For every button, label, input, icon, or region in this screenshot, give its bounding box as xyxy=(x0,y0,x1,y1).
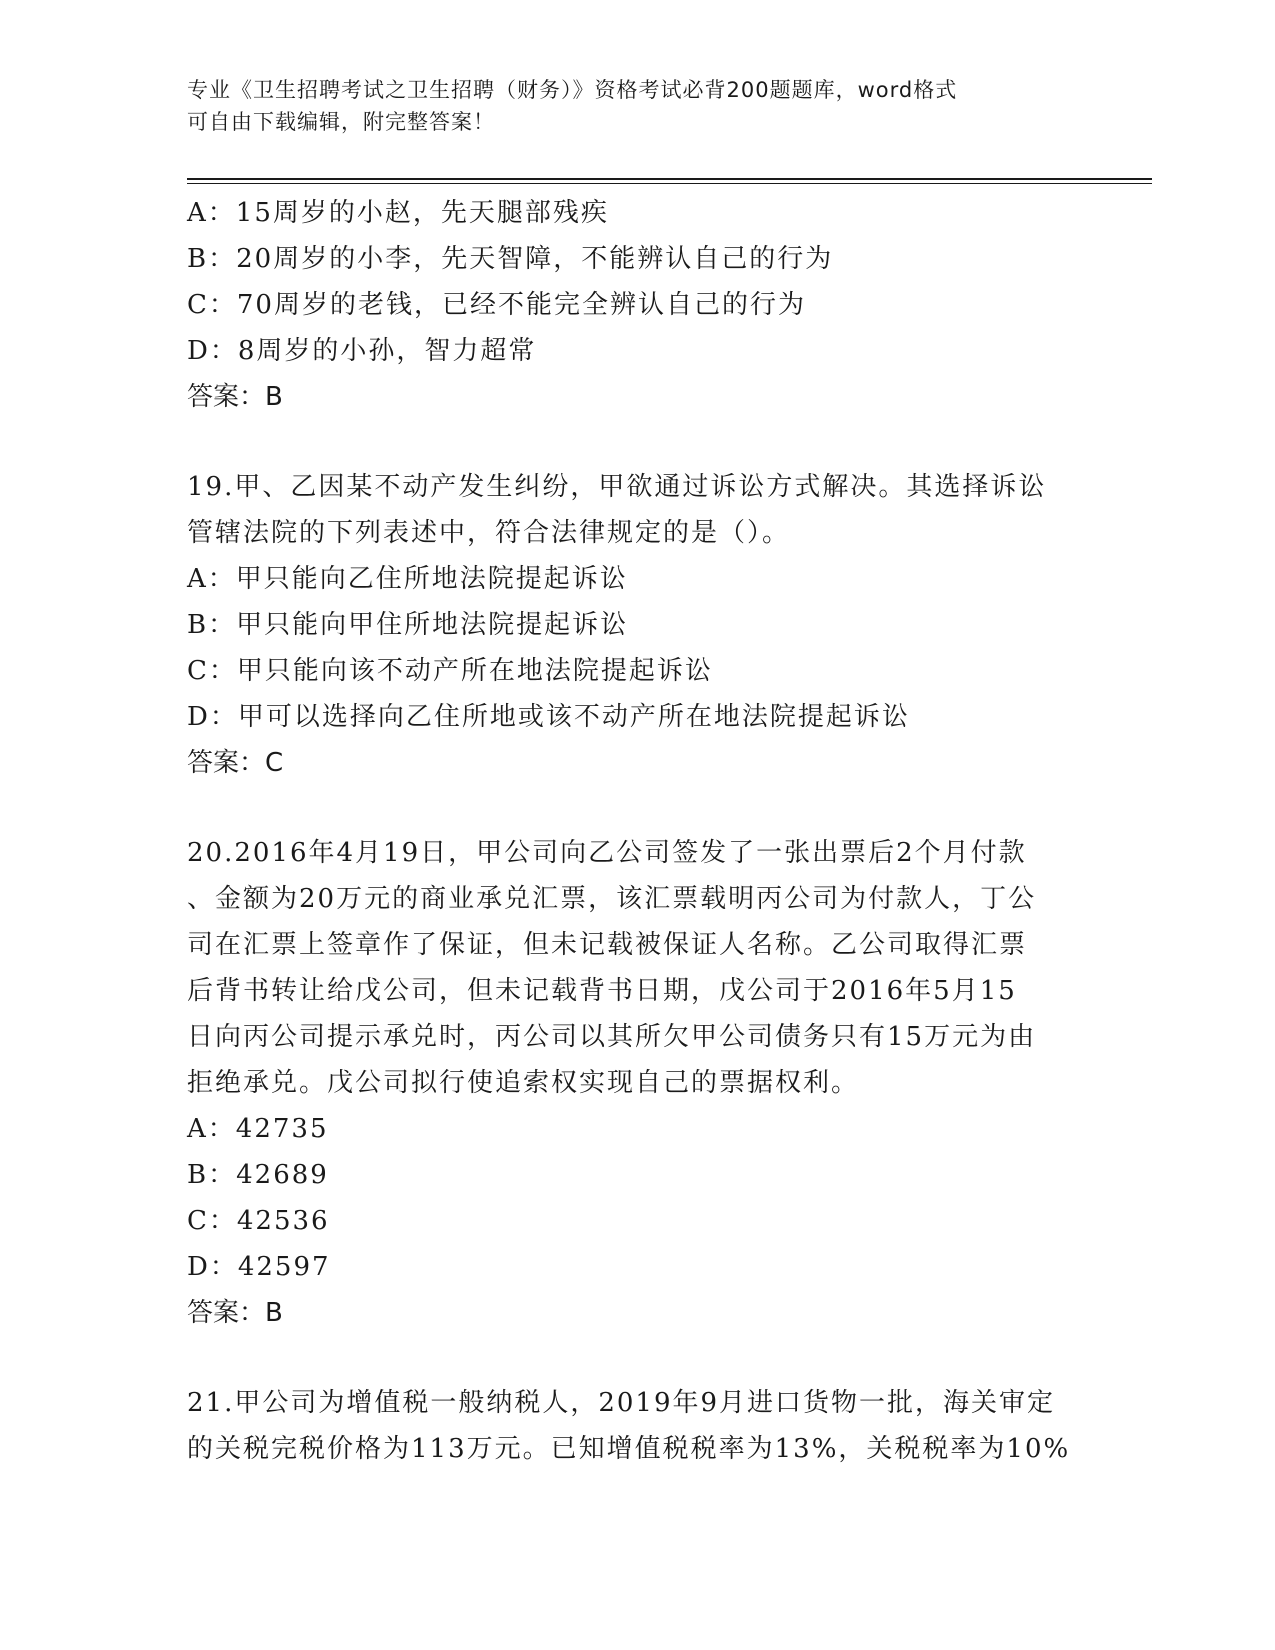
header-rule-thin xyxy=(187,183,1152,184)
stem-line: 20.2016年4月19日，甲公司向乙公司签发了一张出票后2个月付款 xyxy=(187,838,1027,868)
option-b: B：42689 xyxy=(187,1160,329,1190)
stem-line: 管辖法院的下列表述中，符合法律规定的是（）。 xyxy=(187,518,791,548)
question-18 xyxy=(187,190,1087,420)
header-line-1: 专业《卫生招聘考试之卫生招聘（财务）》资格考试必背200题题库，word格式 xyxy=(187,78,958,102)
document-header xyxy=(187,74,1087,138)
question-stem xyxy=(187,1380,1087,1472)
question-stem xyxy=(187,464,1087,556)
option-b: B：20周岁的小李，先天智障，不能辨认自己的行为 xyxy=(187,244,834,274)
answer: 答案：B xyxy=(187,1298,283,1328)
option-c: C：70周岁的老钱，已经不能完全辨认自己的行为 xyxy=(187,290,806,320)
option-a: A：甲只能向乙住所地法院提起诉讼 xyxy=(187,564,628,594)
answer: 答案：B xyxy=(187,382,283,412)
stem-line: 司在汇票上签章作了保证，但未记载被保证人名称。乙公司取得汇票 xyxy=(187,930,1028,960)
header-rule-thick xyxy=(187,178,1152,180)
answer: 答案：C xyxy=(187,748,284,778)
option-d: D：甲可以选择向乙住所地或该不动产所在地法院提起诉讼 xyxy=(187,702,910,732)
stem-line: 后背书转让给戊公司，但未记载背书日期，戊公司于2016年5月15 xyxy=(187,976,1017,1006)
option-d: D：42597 xyxy=(187,1252,331,1282)
option-c: C：42536 xyxy=(187,1206,330,1236)
question-21 xyxy=(187,1380,1087,1472)
stem-line: 、金额为20万元的商业承兑汇票，该汇票载明丙公司为付款人，丁公 xyxy=(187,884,1037,914)
stem-line: 19.甲、乙因某不动产发生纠纷，甲欲通过诉讼方式解决。其选择诉讼 xyxy=(187,472,1047,502)
option-b: B：甲只能向甲住所地法院提起诉讼 xyxy=(187,610,629,640)
option-c: C：甲只能向该不动产所在地法院提起诉讼 xyxy=(187,656,713,686)
stem-line: 21.甲公司为增值税一般纳税人，2019年9月进口货物一批，海关审定 xyxy=(187,1388,1056,1418)
question-19 xyxy=(187,464,1087,786)
header-line-2: 可自由下载编辑，附完整答案！ xyxy=(187,110,495,134)
stem-line: 的关税完税价格为113万元。已知增值税税率为13%，关税税率为10% xyxy=(187,1434,1071,1464)
option-d: D：8周岁的小孙，智力超常 xyxy=(187,336,537,366)
document-body xyxy=(187,190,1087,1472)
stem-line: 拒绝承兑。戊公司拟行使追索权实现自己的票据权利。 xyxy=(187,1068,860,1098)
option-a: A：15周岁的小赵，先天腿部残疾 xyxy=(187,198,609,228)
question-stem xyxy=(187,830,1087,1106)
stem-line: 日向丙公司提示承兑时，丙公司以其所欠甲公司债务只有15万元为由 xyxy=(187,1022,1037,1052)
question-20 xyxy=(187,830,1087,1336)
option-a: A：42735 xyxy=(187,1114,329,1144)
